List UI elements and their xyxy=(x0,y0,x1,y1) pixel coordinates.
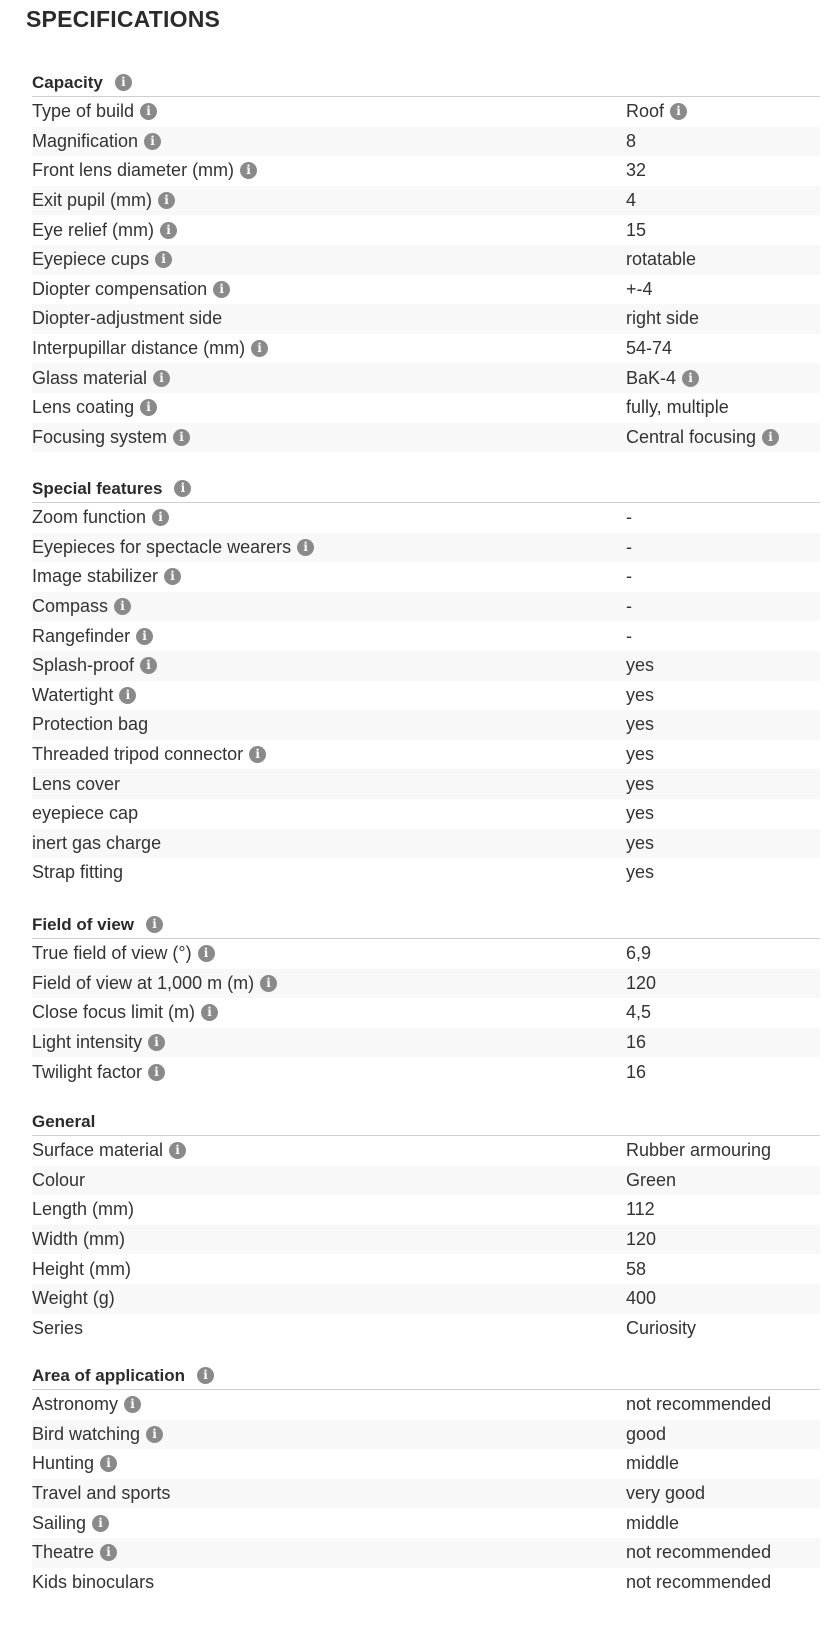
spec-label: Magnification xyxy=(32,130,139,151)
info-icon[interactable]: i xyxy=(158,192,175,209)
section-general xyxy=(32,1105,820,1343)
spec-value: - xyxy=(626,596,632,617)
spec-value: fully, multiple xyxy=(626,397,729,418)
section-header xyxy=(32,1359,820,1390)
section-header xyxy=(32,908,820,939)
info-icon[interactable]: i xyxy=(198,945,215,962)
spec-label: Exit pupil (mm) xyxy=(32,190,153,211)
spec-label: True field of view (°) xyxy=(32,943,192,964)
spec-label: Watertight xyxy=(32,684,114,705)
section-title: Area of application xyxy=(32,1365,186,1385)
spec-row xyxy=(32,1390,820,1420)
info-icon[interactable]: i xyxy=(174,480,191,497)
spec-label: Twilight factor xyxy=(32,1061,143,1082)
spec-row xyxy=(32,1136,820,1166)
info-icon[interactable]: i xyxy=(670,103,687,120)
spec-value: Rubber armouring xyxy=(626,1140,772,1161)
spec-row xyxy=(32,858,820,888)
spec-row xyxy=(32,1284,820,1314)
spec-label: inert gas charge xyxy=(32,832,162,853)
spec-row xyxy=(32,186,820,216)
info-icon[interactable]: i xyxy=(155,251,172,268)
spec-row xyxy=(32,621,820,651)
spec-value: - xyxy=(626,507,632,528)
spec-row xyxy=(32,1449,820,1479)
spec-value: +-4 xyxy=(626,278,653,299)
spec-label: Width (mm) xyxy=(32,1229,125,1250)
spec-row xyxy=(32,1568,820,1598)
info-icon[interactable]: i xyxy=(146,1426,163,1443)
spec-value: Roof xyxy=(626,101,665,122)
spec-label: Surface material xyxy=(32,1140,164,1161)
spec-label: Series xyxy=(32,1317,84,1338)
spec-label: Image stabilizer xyxy=(32,566,159,587)
spec-value: good xyxy=(626,1423,667,1444)
spec-label: Sailing xyxy=(32,1512,87,1533)
info-icon[interactable]: i xyxy=(144,133,161,150)
spec-label: Close focus limit (m) xyxy=(32,1002,196,1023)
info-icon[interactable]: i xyxy=(140,103,157,120)
spec-row xyxy=(32,275,820,305)
spec-value: yes xyxy=(626,655,655,676)
section-capacity xyxy=(32,66,820,452)
spec-label: Colour xyxy=(32,1169,86,1190)
spec-label: Threaded tripod connector xyxy=(32,744,244,765)
spec-label: Eye relief (mm) xyxy=(32,219,155,240)
spec-row xyxy=(32,127,820,157)
section-title: Field of view xyxy=(32,914,135,934)
info-icon[interactable]: i xyxy=(260,975,277,992)
spec-row xyxy=(32,1057,820,1087)
spec-value: yes xyxy=(626,714,655,735)
spec-label: Light intensity xyxy=(32,1032,143,1053)
spec-row xyxy=(32,503,820,533)
spec-value: middle xyxy=(626,1453,680,1474)
spec-label: Diopter compensation xyxy=(32,278,208,299)
info-icon[interactable]: i xyxy=(140,657,157,674)
spec-value: Central focusing xyxy=(626,426,757,447)
section-header xyxy=(32,472,820,503)
spec-value: yes xyxy=(626,684,655,705)
section-header xyxy=(32,1105,820,1136)
section-title: Capacity xyxy=(32,72,103,92)
spec-value: 54-74 xyxy=(626,338,673,359)
spec-value: yes xyxy=(626,744,655,765)
spec-row xyxy=(32,1420,820,1450)
spec-label: Lens cover xyxy=(32,773,121,794)
info-icon[interactable]: i xyxy=(201,1004,218,1021)
spec-row xyxy=(32,1028,820,1058)
spec-row xyxy=(32,710,820,740)
spec-row xyxy=(32,681,820,711)
spec-value: 400 xyxy=(626,1288,657,1309)
spec-row xyxy=(32,423,820,453)
info-icon[interactable]: i xyxy=(240,162,257,179)
section-area-of-application xyxy=(32,1359,820,1597)
info-icon[interactable]: i xyxy=(92,1515,109,1532)
spec-value: not recommended xyxy=(626,1542,772,1563)
spec-row xyxy=(32,393,820,423)
spec-label: Zoom function xyxy=(32,507,147,528)
info-icon[interactable]: i xyxy=(124,1396,141,1413)
spec-row xyxy=(32,1195,820,1225)
spec-value: 16 xyxy=(626,1061,647,1082)
spec-label: Interpupillar distance (mm) xyxy=(32,338,246,359)
info-icon[interactable]: i xyxy=(100,1455,117,1472)
spec-label: Theatre xyxy=(32,1542,95,1563)
spec-value: Curiosity xyxy=(626,1317,697,1338)
section-special-features xyxy=(32,472,820,888)
spec-label: Travel and sports xyxy=(32,1483,171,1504)
spec-row xyxy=(32,1166,820,1196)
spec-value: yes xyxy=(626,862,655,883)
spec-value: 32 xyxy=(626,160,647,181)
spec-row xyxy=(32,998,820,1028)
spec-label: Field of view at 1,000 m (m) xyxy=(32,972,255,993)
spec-label: Splash-proof xyxy=(32,655,135,676)
spec-label: Kids binoculars xyxy=(32,1571,155,1592)
spec-label: eyepiece cap xyxy=(32,803,139,824)
spec-row xyxy=(32,1479,820,1509)
spec-value: BaK-4 xyxy=(626,367,677,388)
section-title: General xyxy=(32,1111,96,1131)
info-icon[interactable]: i xyxy=(249,746,266,763)
info-icon[interactable]: i xyxy=(213,281,230,298)
spec-label: Hunting xyxy=(32,1453,95,1474)
spec-row xyxy=(32,97,820,127)
spec-value: 8 xyxy=(626,130,637,151)
info-icon[interactable]: i xyxy=(119,687,136,704)
section-header xyxy=(32,66,820,97)
spec-label: Rangefinder xyxy=(32,625,131,646)
section-field-of-view xyxy=(32,908,820,1087)
spec-row xyxy=(32,533,820,563)
info-icon[interactable]: i xyxy=(114,598,131,615)
section-title: Special features xyxy=(32,478,163,498)
info-icon[interactable]: i xyxy=(146,916,163,933)
spec-value: 15 xyxy=(626,219,647,240)
spec-value: yes xyxy=(626,803,655,824)
spec-label: Type of build xyxy=(32,101,135,122)
info-icon[interactable]: i xyxy=(153,370,170,387)
spec-row xyxy=(32,740,820,770)
spec-value: - xyxy=(626,566,632,587)
spec-label: Astronomy xyxy=(32,1394,119,1415)
spec-label: Eyepieces for spectacle wearers xyxy=(32,536,292,557)
spec-row xyxy=(32,939,820,969)
spec-label: Protection bag xyxy=(32,714,149,735)
spec-value: 120 xyxy=(626,972,657,993)
spec-row xyxy=(32,1254,820,1284)
info-icon[interactable]: i xyxy=(148,1034,165,1051)
spec-label: Bird watching xyxy=(32,1423,141,1444)
info-icon[interactable]: i xyxy=(169,1142,186,1159)
spec-value: 4,5 xyxy=(626,1002,652,1023)
spec-value: very good xyxy=(626,1483,706,1504)
info-icon[interactable]: i xyxy=(136,628,153,645)
spec-value: 58 xyxy=(626,1258,647,1279)
spec-label: Compass xyxy=(32,596,109,617)
spec-value: 6,9 xyxy=(626,943,652,964)
spec-label: Strap fitting xyxy=(32,862,124,883)
info-icon[interactable]: i xyxy=(251,340,268,357)
info-icon[interactable]: i xyxy=(115,74,132,91)
info-icon[interactable]: i xyxy=(148,1064,165,1081)
spec-value: middle xyxy=(626,1512,680,1533)
spec-row xyxy=(32,156,820,186)
spec-row xyxy=(32,1508,820,1538)
spec-value: 4 xyxy=(626,190,637,211)
spec-row xyxy=(32,969,820,999)
spec-row xyxy=(32,1538,820,1568)
spec-value: yes xyxy=(626,832,655,853)
spec-label: Eyepiece cups xyxy=(32,249,150,270)
spec-value: 112 xyxy=(626,1199,655,1220)
info-icon[interactable]: i xyxy=(682,370,699,387)
spec-row xyxy=(32,769,820,799)
info-icon[interactable]: i xyxy=(160,222,177,239)
spec-value: yes xyxy=(626,773,655,794)
spec-label: Length (mm) xyxy=(32,1199,135,1220)
spec-row xyxy=(32,1225,820,1255)
spec-label: Lens coating xyxy=(32,397,135,418)
spec-value: rotatable xyxy=(626,249,697,270)
spec-value: not recommended xyxy=(626,1394,772,1415)
info-icon[interactable]: i xyxy=(173,429,190,446)
spec-row xyxy=(32,799,820,829)
spec-row xyxy=(32,363,820,393)
spec-value: 16 xyxy=(626,1032,647,1053)
info-icon[interactable]: i xyxy=(100,1544,117,1561)
spec-value: Green xyxy=(626,1169,677,1190)
spec-value: right side xyxy=(626,308,700,329)
spec-label: Weight (g) xyxy=(32,1288,115,1309)
spec-label: Front lens diameter (mm) xyxy=(32,160,235,181)
spec-row xyxy=(32,1314,820,1344)
spec-label: Focusing system xyxy=(32,426,168,447)
info-icon[interactable]: i xyxy=(164,568,181,585)
spec-row xyxy=(32,245,820,275)
spec-label: Height (mm) xyxy=(32,1258,132,1279)
spec-row xyxy=(32,651,820,681)
spec-value: - xyxy=(626,625,632,646)
spec-value: 120 xyxy=(626,1229,657,1250)
info-icon[interactable]: i xyxy=(197,1367,214,1384)
spec-row xyxy=(32,592,820,622)
info-icon[interactable]: i xyxy=(762,429,779,446)
info-icon[interactable]: i xyxy=(140,399,157,416)
spec-value: not recommended xyxy=(626,1571,772,1592)
spec-row xyxy=(32,562,820,592)
spec-value: - xyxy=(626,536,632,557)
spec-row xyxy=(32,829,820,859)
info-icon[interactable]: i xyxy=(152,509,169,526)
info-icon[interactable]: i xyxy=(297,539,314,556)
spec-row xyxy=(32,215,820,245)
spec-label: Glass material xyxy=(32,367,148,388)
spec-row xyxy=(32,334,820,364)
page-title: SPECIFICATIONS xyxy=(26,6,221,32)
spec-label: Diopter-adjustment side xyxy=(32,308,223,329)
spec-row xyxy=(32,304,820,334)
